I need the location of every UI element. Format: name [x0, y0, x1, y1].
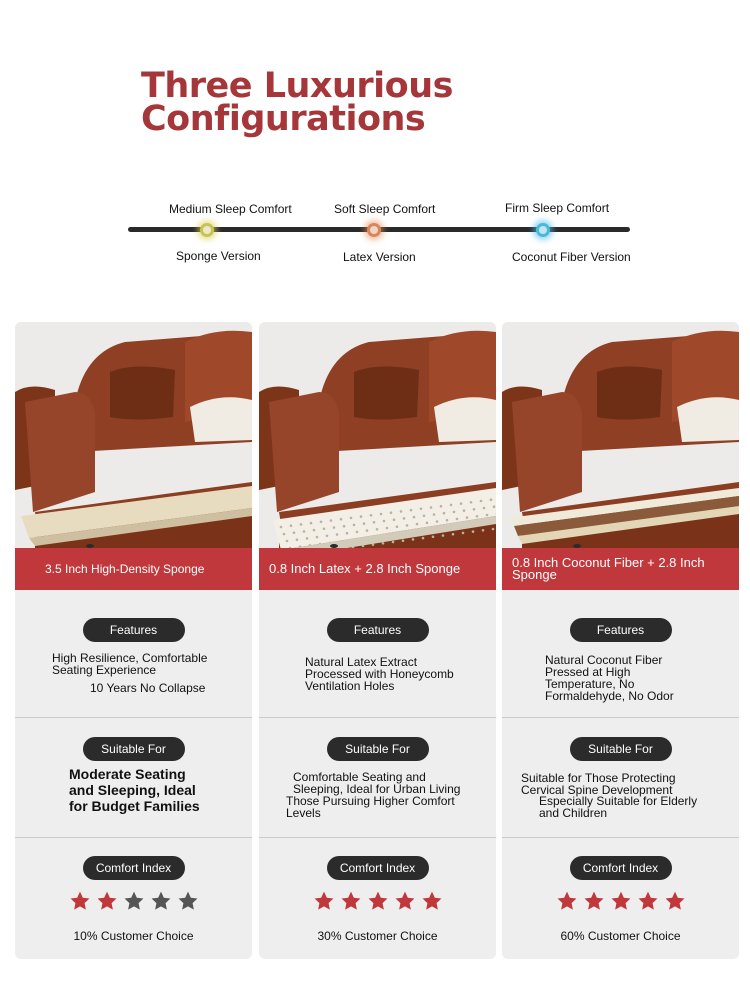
star-filled-icon [637, 890, 659, 912]
divider [259, 717, 496, 718]
customer-choice: 10% Customer Choice [73, 929, 194, 943]
suitable-pill: Suitable For [327, 737, 429, 761]
card-banner [502, 548, 739, 590]
timeline-dot-sponge [200, 223, 214, 237]
star-filled-icon [421, 890, 443, 912]
suitable-text: Suitable for Those Protecting Cervical Spine Development [521, 771, 676, 797]
card-banner [259, 548, 496, 590]
suitable-text: Comfortable Seating and Sleeping, Ideal for Urban Living [293, 770, 461, 796]
sofa-image-latex [259, 322, 496, 548]
version-label-latex: Latex Version [343, 250, 416, 264]
customer-choice: 60% Customer Choice [560, 929, 681, 943]
suitable-text: Those Pursuing Higher Comfort Levels [286, 794, 455, 820]
suitable-text: Especially Suitable for Elderly and Children [539, 794, 698, 820]
banner-text: 3.5 Inch High-Density Sponge [45, 562, 205, 576]
star-empty-icon [150, 890, 172, 912]
comfort-label-firm: Firm Sleep Comfort [505, 201, 610, 215]
star-empty-icon [177, 890, 199, 912]
version-label-coconut: Coconut Fiber Version [512, 250, 631, 264]
star-filled-icon [340, 890, 362, 912]
divider [15, 837, 252, 838]
star-filled-icon [583, 890, 605, 912]
star-filled-icon [313, 890, 335, 912]
sofa-image-sponge [15, 322, 252, 548]
star-filled-icon [556, 890, 578, 912]
features-pill: Features [570, 618, 672, 642]
config-card-coconut[interactable] [502, 322, 739, 959]
comfort-pill: Comfort Index [570, 856, 672, 880]
star-filled-icon [394, 890, 416, 912]
comfort-pill: Comfort Index [83, 856, 185, 880]
star-rating [313, 890, 443, 912]
star-rating [69, 890, 199, 912]
star-filled-icon [610, 890, 632, 912]
suitable-text: Moderate Seating and Sleeping, Ideal for Budget Families [69, 766, 200, 814]
divider [502, 717, 739, 718]
star-filled-icon [367, 890, 389, 912]
suitable-pill: Suitable For [83, 737, 185, 761]
star-empty-icon [123, 890, 145, 912]
config-card-latex[interactable] [259, 322, 496, 959]
star-filled-icon [96, 890, 118, 912]
comfort-pill: Comfort Index [327, 856, 429, 880]
divider [502, 837, 739, 838]
features-pill: Features [83, 618, 185, 642]
title-line-1: Three Luxurious [141, 66, 453, 106]
config-card-sponge[interactable] [15, 322, 252, 959]
star-filled-icon [69, 890, 91, 912]
banner-text: 0.8 Inch Coconut Fiber + 2.8 Inch Sponge [512, 555, 705, 582]
star-filled-icon [664, 890, 686, 912]
feature-text: High Resilience, Comfortable Seating Experience [52, 651, 208, 677]
banner-text: 0.8 Inch Latex + 2.8 Inch Sponge [269, 561, 461, 576]
star-rating [556, 890, 686, 912]
version-label-sponge: Sponge Version [176, 249, 261, 263]
features-pill: Features [327, 618, 429, 642]
title-line-2: Configurations [141, 99, 426, 139]
feature-text: Natural Latex Extract Processed with Honeycomb Ventilation Holes [305, 655, 454, 693]
card-banner [15, 548, 252, 590]
page-title [141, 66, 541, 139]
divider [15, 717, 252, 718]
comfort-label-soft: Soft Sleep Comfort [334, 202, 436, 216]
sofa-image-coconut [502, 322, 739, 548]
comfort-label-medium: Medium Sleep Comfort [169, 202, 292, 216]
divider [259, 837, 496, 838]
feature-text: 10 Years No Collapse [90, 681, 206, 695]
comfort-timeline [0, 195, 750, 275]
suitable-pill: Suitable For [570, 737, 672, 761]
timeline-dot-coconut [536, 223, 550, 237]
timeline-dot-latex [367, 223, 381, 237]
customer-choice: 30% Customer Choice [317, 929, 438, 943]
feature-text: Natural Coconut Fiber Pressed at High Temperature, No Formaldehyde, No Odor [545, 653, 674, 703]
